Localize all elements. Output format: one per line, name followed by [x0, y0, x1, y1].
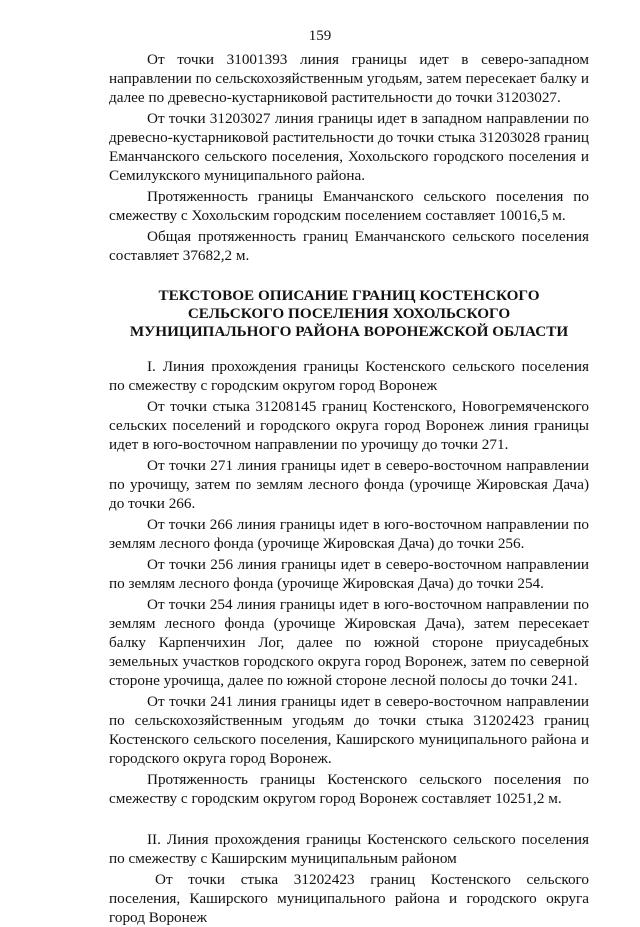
paragraph: Общая протяженность границ Еманчанского сельского поселения составляет 37682,2 м.	[109, 228, 589, 264]
paragraph: От точки 266 линия границы идет в юго-восточном направлении по землям лесного фонда (урочище Жировская Дача) до точки 256.	[109, 516, 589, 552]
paragraph: От точки 271 линия границы идет в северо-восточном направлении по урочищу, затем по землям лесного фонда (урочище Жировская Дача) до точки 266.	[109, 457, 589, 512]
paragraph: От точки 256 линия границы идет в северо-восточном направлении по землям лесного фонда (урочище Жировская Дача) до точки 254.	[109, 556, 589, 592]
paragraph: Протяженность границы Еманчанского сельского поселения по смежеству с Хохольским городским поселением составляет 10016,5 м.	[109, 188, 589, 224]
paragraph: От точки 241 линия границы идет в северо-восточном направлении по сельскохозяйственным угодьям до точки стыка 31202423 границ Костенского сельского поселения, Каширского муниципального района и городского округа город Воронеж.	[109, 693, 589, 767]
page-number: 159	[308, 28, 332, 44]
paragraph: От точки стыка 31208145 границ Костенского, Новогремяченского сельских поселений и городского округа город Воронеж линия границы идет в юго-восточном направлении по урочищу до точки 271.	[109, 398, 589, 453]
paragraph: От точки 31203027 линия границы идет в западном направлении по древесно-кустарниковой растительности до точки стыка 31203028 границ Еманчанского сельского поселения, Хохольского городского поселения и Семилукского муниципального района.	[109, 110, 589, 184]
paragraph: Протяженность границы Костенского сельского поселения по смежеству с городским округом город Воронеж составляет 10251,2 м.	[109, 771, 589, 807]
paragraph: От точки стыка 31202423 границ Костенского сельского поселения, Каширского муниципального района и городского округа город Воронеж	[109, 871, 589, 926]
subsection-heading: II. Линия прохождения границы Костенского сельского поселения по смежеству с Каширским муниципальным районом	[109, 831, 589, 867]
subsection-heading: I. Линия прохождения границы Костенского сельского поселения по смежеству с городским округом город Воронеж	[109, 358, 589, 394]
document-body	[109, 50, 589, 927]
paragraph: От точки 254 линия границы идет в юго-восточном направлении по землям лесного фонда (урочище Жировская Дача), затем пересекает балку Карпенчихин Лог, далее по южной стороне приусадебных земельных участков городского округа город Воронеж, затем по северной стороне урочища, далее по южной стороне лесной полосы до точки 241.	[109, 596, 589, 689]
section-title: ТЕКСТОВОЕ ОПИСАНИЕ ГРАНИЦ КОСТЕНСКОГО СЕЛЬСКОГО ПОСЕЛЕНИЯ ХОХОЛЬСКОГО МУНИЦИПАЛЬНОГО РАЙОНА ВОРОНЕЖСКОЙ ОБЛАСТИ	[129, 287, 569, 340]
paragraph: От точки 31001393 линия границы идет в северо-западном направлении по сельскохозяйственным угодьям, затем пересекает балку и далее по древесно-кустарниковой растительности до точки 31203027.	[109, 51, 589, 106]
